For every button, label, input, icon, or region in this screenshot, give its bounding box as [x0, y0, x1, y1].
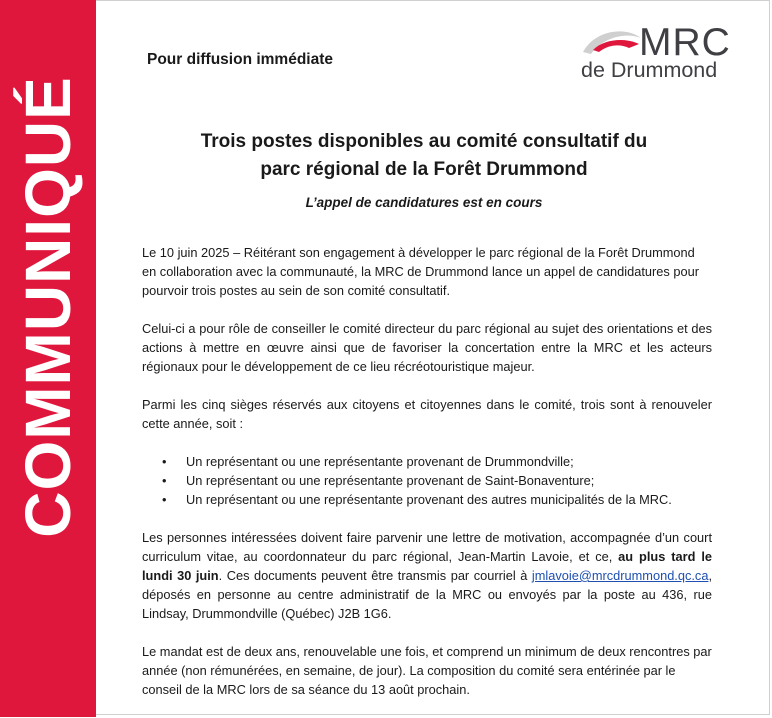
paragraph-seats: Parmi les cinq sièges réservés aux citoyens et citoyennes dans le comité, trois sont à renouveler cette année, soit : — [142, 397, 712, 431]
diffusion-label: Pour diffusion immédiate — [147, 51, 334, 68]
bullet-icon: • — [162, 454, 167, 469]
paragraph-application: Les personnes intéressées doivent faire parvenir une lettre de motivation, accompagnée d’un court curriculum vitae, au coordonnateur du parc régional, Jean-Martin Lavoie, et ce, au plus tard le lundi 30 juin. Ces documents peuvent être transmis par courriel à jmlavoie@mrcdrummond.qc.ca, déposés en personne au centre administratif de la MRC ou envoyés par la poste au 436, rue Lindsay, Drummondville (Québec) J2B 1G6. — [142, 530, 713, 621]
paragraph-role: Celui-ci a pour rôle de conseiller le comité directeur du parc régional au sujet des orientations et des actions à mettre en œuvre ainsi que de favoriser la concertation entre la MRC et les acteurs régionaux pour le développement de ce lieu récréotouristique majeur. — [142, 321, 712, 374]
paragraph-mandate: Le mandat est de deux ans, renouvelable une fois, et comprend un minimum de deux rencontres par année (non rémunérées, en semaine, de jour). La composition du comité sera entérinée par le conseil de la MRC lors de sa séance du 13 août prochain. — [142, 644, 712, 697]
email-link[interactable]: jmlavoie@mrcdrummond.qc.ca — [531, 568, 709, 583]
mrc-logo — [575, 22, 750, 84]
side-band — [0, 0, 96, 717]
title-line-2: parc régional de la Forêt Drummond — [260, 159, 588, 180]
article-body — [142, 243, 712, 718]
communique-label: COMMUNIQUÉ — [12, 76, 84, 538]
list-item: • Un représentant ou une représentante provenant de Saint-Bonaventure; — [162, 473, 595, 488]
logo-drummond-text: de Drummond — [581, 58, 718, 82]
page-subtitle: L’appel de candidatures est en cours — [305, 195, 543, 210]
bullet-icon: • — [162, 473, 167, 488]
paragraph-intro: Le 10 juin 2025 – Réitérant son engagement à développer le parc régional de la Forêt Drummond en collaboration avec la communauté, la MRC de Drummond lance un appel de candidatures pour pourvoir trois postes au sein de son comité consultatif. — [142, 245, 699, 298]
bullet-icon: • — [162, 492, 167, 507]
logo-mrc-text: MRC — [639, 21, 731, 64]
deadline-text: au plus tard le lundi 30 juin — [142, 549, 712, 583]
list-item: • Un représentant ou une représentante provenant de Drummondville; — [162, 454, 574, 469]
list-item: • Un représentant ou une représentante provenant des autres municipalités de la MRC. — [162, 492, 672, 507]
title-line-1: Trois postes disponibles au comité consultatif du — [200, 131, 648, 152]
seat-list — [142, 452, 712, 509]
page-title — [96, 128, 752, 184]
